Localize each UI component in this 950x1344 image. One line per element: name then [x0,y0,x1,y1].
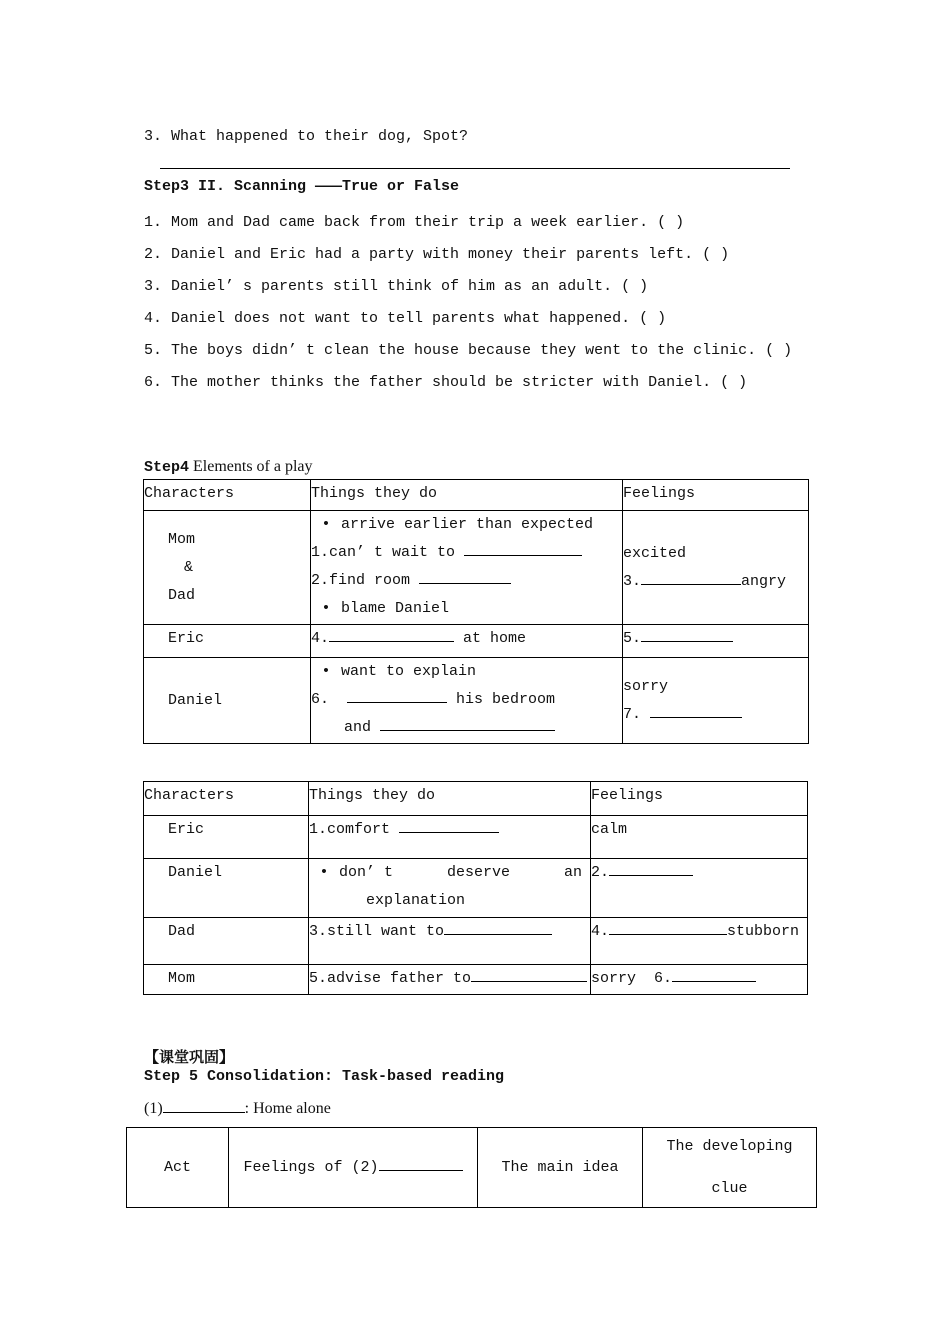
fill-blank[interactable] [464,539,582,556]
header-feelings: Feelings [591,782,808,816]
fill-blank[interactable] [641,625,733,642]
bullet-icon: • [321,600,331,617]
step4-heading [144,458,313,476]
elements-table-2 [143,781,808,995]
header-things: Things they do [311,480,623,511]
header-things: Things they do [309,782,591,816]
header-developing-clue: The developing clue [643,1128,817,1208]
step4-label: Step4 [144,459,190,476]
tf-item: 1. Mom and Dad came back from their trip a week earlier. ( ) [144,214,685,231]
header-characters: Characters [144,480,311,511]
header-feelings-of: Feelings of (2) [229,1128,478,1208]
actions-eric: 4. at home [311,625,623,658]
fill-blank[interactable] [641,568,741,585]
feelings-daniel: 2. [591,859,808,918]
character-daniel: Daniel [144,859,309,918]
tf-item: 3. Daniel’ s parents still think of him as an adult. ( ) [144,278,649,295]
character-mom-dad: Mom & Dad [144,511,311,625]
fill-blank[interactable] [444,918,552,935]
feelings-mom-dad: excited 3. angry [623,511,809,625]
tf-item: 6. The mother thinks the father should be stricter with Daniel. ( ) [144,374,748,391]
fill-blank[interactable] [329,625,454,642]
character-mom: Mom [144,965,309,995]
step4-title: Elements of a play [189,458,313,475]
elements-table-1 [143,479,809,744]
tf-item: 5. The boys didn’ t clean the house because they went to the clinic. ( ) [144,342,793,359]
step3-heading: Step3 II. Scanning ———True or False [144,178,460,195]
fill-blank[interactable] [380,714,555,731]
bullet-icon: • [321,663,331,680]
fill-blank[interactable] [471,965,587,982]
actions-mom: 5.advise father to [309,965,591,995]
fill-blank[interactable] [609,918,727,935]
header-feelings: Feelings [623,480,809,511]
fill-blank[interactable] [419,567,511,584]
fill-blank[interactable] [609,859,693,876]
step5-heading: Step 5 Consolidation: Task-based reading [144,1068,505,1085]
feelings-dad: 4. stubborn [591,918,808,965]
fill-blank[interactable] [379,1154,463,1171]
fill-blank[interactable] [347,686,447,703]
feelings-mom: sorry 6. [591,965,808,995]
header-main-idea: The main idea [478,1128,643,1208]
fill-blank[interactable] [650,701,742,718]
character-eric: Eric [144,816,309,859]
fill-blank[interactable] [163,1096,245,1113]
bullet-icon: • [319,864,329,881]
character-dad: Dad [144,918,309,965]
feelings-eric: calm [591,816,808,859]
header-characters: Characters [144,782,309,816]
actions-mom-dad: • arrive earlier than expected 1.can’ t wait to 2.find room • blame Daniel [311,511,623,625]
character-eric: Eric [144,625,311,658]
consolidation-table [126,1127,817,1208]
fill-blank[interactable] [399,816,499,833]
question-3: 3. What happened to their dog, Spot? [144,128,469,145]
feelings-daniel: sorry 7. [623,658,809,744]
tf-item: 4. Daniel does not want to tell parents what happened. ( ) [144,310,667,327]
actions-daniel: • want to explain 6. his bedroom and [311,658,623,744]
tf-item: 2. Daniel and Eric had a party with money their parents left. ( ) [144,246,730,263]
actions-daniel: • don’ t deserve an explanation [309,859,591,918]
header-act: Act [127,1128,229,1208]
fill-blank[interactable] [672,965,756,982]
actions-eric: 1.comfort [309,816,591,859]
title-line: (1) : Home alone [144,1096,331,1118]
answer-line [160,168,790,169]
actions-dad: 3.still want to [309,918,591,965]
feelings-eric: 5. [623,625,809,658]
bullet-icon: • [321,516,331,533]
consolidation-title: 【课堂巩固】 [144,1048,235,1066]
character-daniel: Daniel [144,658,311,744]
